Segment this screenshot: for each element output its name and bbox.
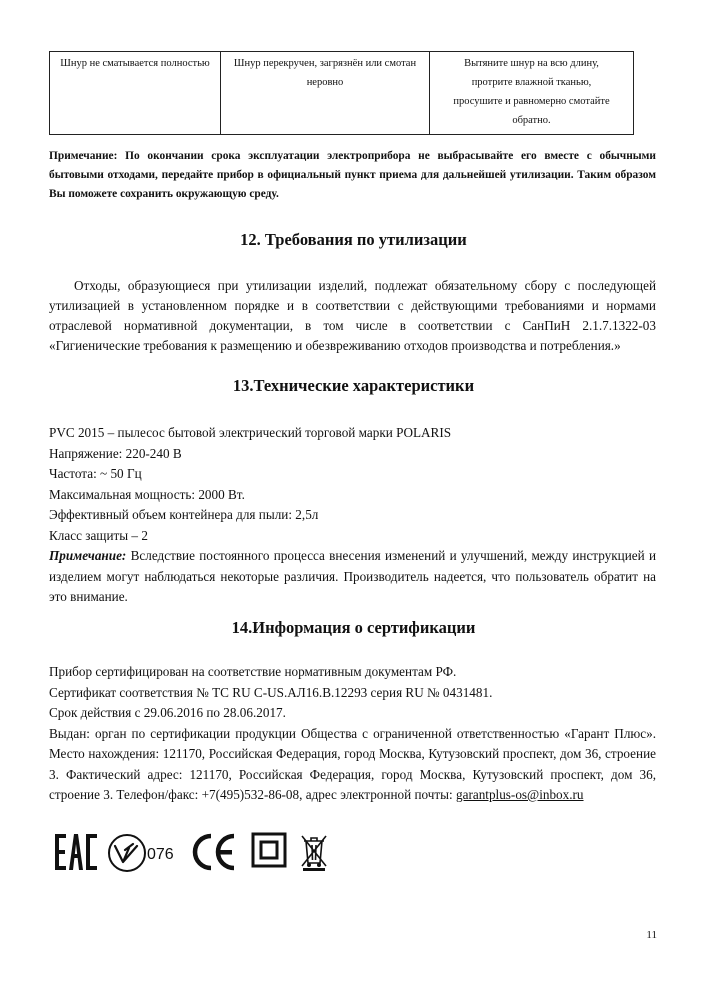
spec-note — [49, 546, 656, 608]
solution-line: просушите и равномерно смотайте — [453, 96, 610, 107]
disposal-note: Примечание: По окончании срока эксплуатации электроприбора не выбрасывайте его вместе с обычными бытовыми отходами, передайте прибор в официальный пункт приема для дальнейшей утилизации. Таким образом Вы поможете сохранить окружающую среду. — [49, 150, 656, 200]
rostest-mark-icon — [107, 832, 179, 874]
section-14-title: 14.Информация о сертификации — [231, 618, 476, 637]
cause-cell: Шнур перекручен, загрязнён или смотан неровно — [221, 52, 430, 135]
spec-note-text: Вследствие постоянного процесса внесения изменений и улучшений, между инструкцией и изделием могут наблюдаться некоторые различия. Производитель надеется, что пользователь обратит на это внимание. — [49, 548, 656, 604]
cert-email-link[interactable]: garantplus-os@inbox.ru — [456, 787, 584, 802]
spec-line: Эффективный объем контейнера для пыли: 2,5л — [49, 507, 319, 522]
spec-line: PVC 2015 – пылесос бытовой электрический торговой марки POLARIS — [49, 425, 452, 440]
spec-line: Максимальная мощность: 2000 Вт. — [49, 486, 245, 502]
section-12-text: Отходы, образующиеся при утилизации изделий, подлежат обязательному сбору с последующей утилизацией в установленном порядке и в соответствии с действующими требованиями и нормами отраслевой нормативной документации, в том числе в соответствии с СанПиН 2.1.7.1322-03 «Гигиенические требования к размещению и обезвреживанию отходов производства и потребления.» — [49, 278, 656, 353]
spec-note-label: Примечание: — [49, 548, 127, 563]
solution-line: Вытяните шнур на всю длину, — [464, 58, 599, 69]
table-row — [50, 52, 634, 135]
cert-issuer — [49, 724, 656, 806]
spec-line: Частота: ~ 50 Гц — [49, 466, 142, 481]
section-12-title: 12. Требования по утилизации — [240, 230, 467, 249]
class-ii-icon — [251, 832, 287, 868]
cert-line: Сертификат соответствия № ТС RU C-US.АЛ16.В.12293 серия RU № 0431481. — [49, 684, 493, 700]
page-number: 11 — [646, 929, 657, 941]
solution-line: обратно. — [512, 115, 551, 126]
eac-mark-icon — [55, 832, 97, 872]
weee-bin-icon — [299, 832, 329, 872]
tech-specs — [49, 423, 656, 608]
cert-mark-number: 076 — [147, 846, 174, 863]
section-13-title: 13.Технические характеристики — [232, 376, 475, 395]
cert-line: Срок действия с 29.06.2016 по 28.06.2017. — [49, 705, 286, 720]
spec-line: Напряжение: 220-240 В — [49, 445, 182, 461]
ce-mark-icon — [192, 832, 238, 872]
troubleshooting-table — [49, 51, 634, 135]
cert-line: Прибор сертифицирован на соответствие нормативным документам РФ. — [49, 664, 457, 679]
certification-info — [49, 662, 656, 806]
cert-issuer-text: Выдан: орган по сертификации продукции Общества с ограниченной ответственностью «Гарант Плюс». Место нахождения: 121170, Российская Федерация, город Москва, Кутузовский проспект, дом 36, строение 3. Фактический адрес: 121170, Российская Федерация, город Москва, Кутузовский проспект, дом 36, строение 3. Телефон/факс: +7(495)532-86-08, адрес электронной почты: — [49, 725, 656, 802]
spec-line: Класс защиты – 2 — [49, 527, 148, 543]
solution-cell — [430, 52, 634, 135]
problem-cell: Шнур не сматывается полностью — [50, 52, 221, 135]
solution-line: протрите влажной тканью, — [471, 77, 592, 88]
